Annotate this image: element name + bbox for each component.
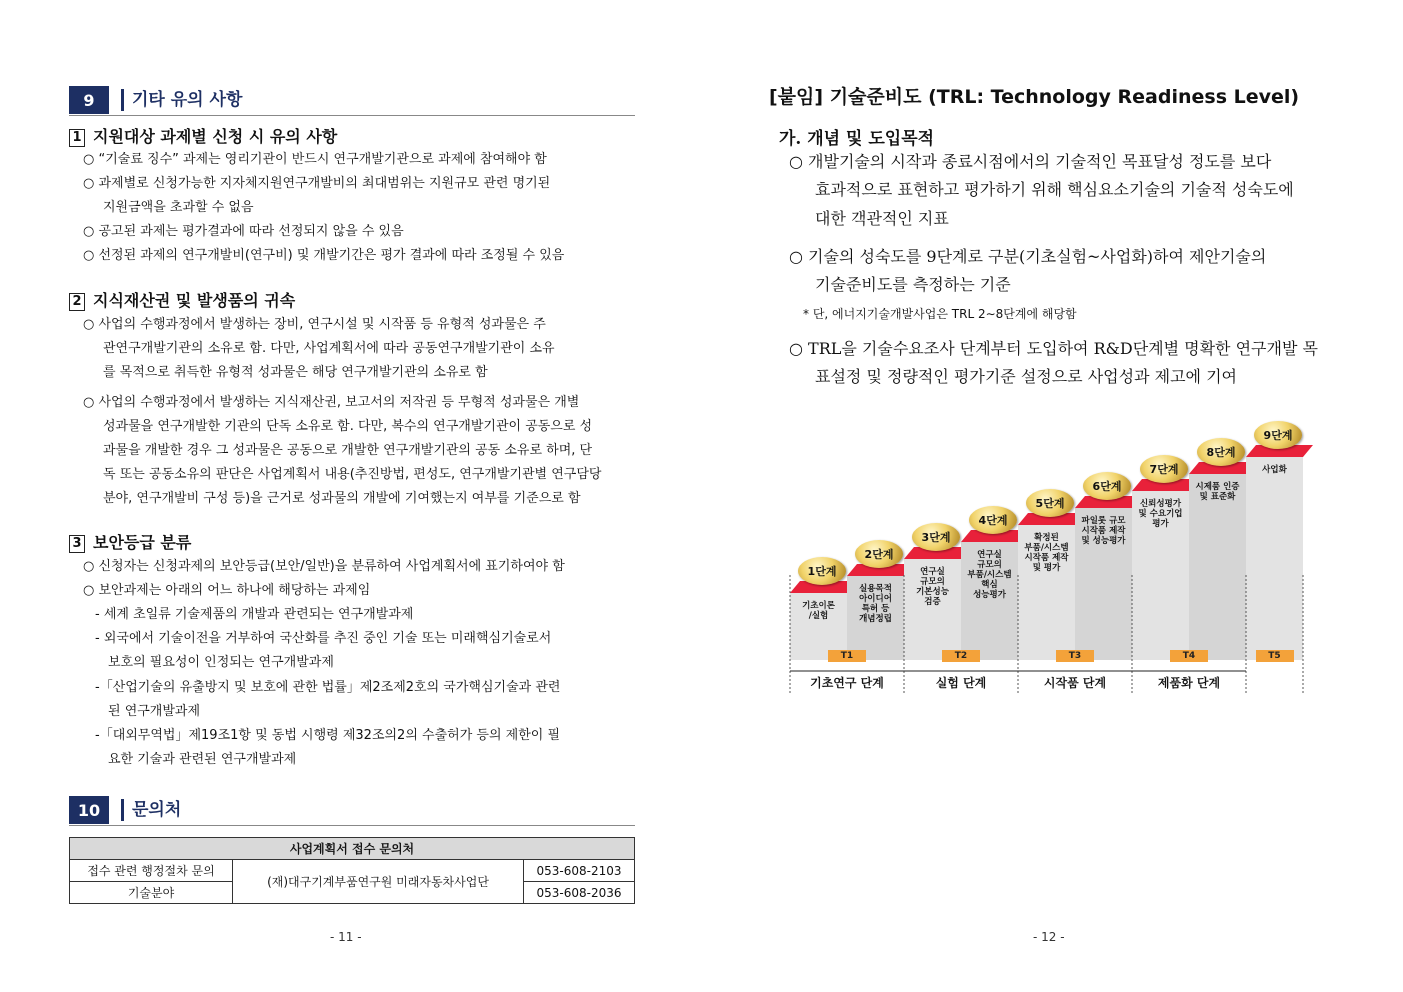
text-line: - 외국에서 기술이전을 거부하여 국산화를 추진 중인 기술 또는 미래핵심기술로서 [95,631,552,646]
step-label: 3단계 [912,523,960,551]
section-9-heading [69,86,242,114]
step-label: 7단계 [1140,455,1188,483]
subsection-3-heading [69,530,191,553]
text-line: 기술준비도를 측정하는 기준 [815,275,1011,294]
section-number: 9 [69,86,109,114]
tier-badge: T4 [1170,650,1208,662]
step-description: 연구실 규모의 부품/시스템 핵심 성능평가 [967,550,1012,600]
page-number: - 11 - [330,930,362,944]
text-line: - 세계 초일류 기술제품의 개발과 관련되는 연구개발과제 [95,607,414,622]
text-line: 독 또는 공동소유의 판단은 사업계획서 내용(추진방법, 편성도, 연구개발기관별 연구담당 [103,467,602,482]
text-line: -「산업기술의 유출방지 및 보호에 관한 법률」제2조제2호의 국가핵심기술과 관련 [95,680,561,695]
tier-badge: T2 [942,650,980,662]
subsection-title: 지식재산권 및 발생품의 귀속 [93,291,296,310]
subsection-title: 지원대상 과제별 신청 시 유의 사항 [93,127,338,146]
subsection-2-heading [69,288,295,311]
stage-name: 시작품 단계 [1043,676,1107,690]
section-10-heading [69,796,181,824]
subsection-number: 3 [69,535,85,553]
step-label: 1단계 [798,557,846,585]
subsection-1-heading [69,124,337,147]
text-line: 효과적으로 표현하고 평가하기 위해 핵심요소기술의 기술적 성숙도에 [815,180,1294,199]
text-line: 성과물을 연구개발한 기관의 단독 소유로 함. 다만, 복수의 연구개발기관이 공동으로 성 [103,419,593,434]
subsection-number: 1 [69,129,85,147]
appendix-title: [붙임] 기술준비도 (TRL: Technology Readiness Level) [769,86,1300,108]
step-label: 9단계 [1254,421,1302,449]
divider [69,825,635,826]
step-label: 4단계 [969,506,1017,534]
step-description: 기초이론 /실험 [802,601,835,621]
text-line: ○ 선정된 과제의 연구개발비(연구비) 및 개발기간은 평가 결과에 따라 조정될 수 있음 [83,248,565,263]
text-line: ○ 사업의 수행과정에서 발생하는 장비, 연구시설 및 시작품 등 유형적 성과물은 주 [83,317,546,332]
page-number: - 12 - [1033,930,1065,944]
tier-badge: T3 [1056,650,1094,662]
stage-name: 실험 단계 [935,676,987,690]
text-line: 분야, 연구개발비 구성 등)을 근거로 성과물의 개발에 기여했는지 여부를 기준으로 함 [103,491,581,506]
text-line: -「대외무역법」제19조1항 및 동법 시행령 제32조의2의 수출허가 등의 제한이 필 [95,728,560,743]
text-line: ○ 사업의 수행과정에서 발생하는 지식재산권, 보고서의 저작권 등 무형적 성과물은 개별 [83,395,580,410]
contact-row-label: 기술분야 [70,882,233,904]
text-line: ○ 개발기술의 시작과 종료시점에서의 기술적인 목표달성 정도를 보다 [789,152,1272,171]
trl-diagram [780,415,1330,700]
contact-phone: 053-608-2103 [524,860,635,882]
text-line: ○ 과제별로 신청가능한 지자체지원연구개발비의 최대범위는 지원규모 관련 명기된 [83,176,551,191]
contact-row-label: 접수 관련 행정절차 문의 [70,860,233,882]
section-title: 기타 유의 사항 [121,89,242,111]
text-line: ○ TRL을 기술수요조사 단계부터 도입하여 R&D단계별 명확한 연구개발 목 [789,339,1318,358]
tier-badge: T5 [1256,650,1294,662]
text-line: 표설정 및 정량적인 평가기준 설정으로 사업성과 제고에 기여 [815,367,1238,386]
note: * 단, 에너지기술개발사업은 TRL 2∼8단계에 해당함 [803,307,1077,321]
step-label: 8단계 [1197,438,1245,466]
step-description: 사업화 [1262,465,1287,475]
divider [69,115,635,116]
text-line: 관연구개발기관의 소유로 함. 다만, 사업계획서에 따라 공동연구개발기관이 소유 [103,341,555,356]
text-line: 보호의 필요성이 인정되는 연구개발과제 [108,655,334,670]
stage-name: 제품화 단계 [1157,676,1221,690]
step-description: 실용목적 아이디어 특허 등 개념정립 [859,584,892,624]
step-description: 시제품 인증 및 표준화 [1195,482,1240,502]
text-line: ○ 기술의 성숙도를 9단계로 구분(기초실험~사업화)하여 제안기술의 [789,247,1267,266]
text-line: 과물을 개발한 경우 그 성과물은 공동으로 개발한 연구개발기관의 공동 소유로 하며, 단 [103,443,593,458]
text-line: ○ “기술료 징수” 과제는 영리기관이 반드시 연구개발기관으로 과제에 참여해야 함 [83,152,547,167]
section-number: 10 [69,796,109,824]
step-description: 확정된 부품/시스템 시작품 제작 및 평가 [1024,533,1069,573]
section-title: 문의처 [121,799,181,821]
text-line: 된 연구개발과제 [108,704,201,719]
step-description: 연구실 규모의 기본성능 검증 [916,567,949,607]
text-line: 지원금액을 초과할 수 없음 [103,200,254,215]
step-label: 2단계 [855,540,903,568]
contact-header: 사업계획서 접수 문의처 [70,838,635,860]
step-label: 5단계 [1026,489,1074,517]
contact-organization: (재)대구기계부품연구원 미래자동차사업단 [233,860,524,904]
step-description: 신뢰성평가 및 수요기업 평가 [1138,499,1183,529]
text-line: 대한 객관적인 지표 [815,209,949,228]
contact-phone: 053-608-2036 [524,882,635,904]
stage-name: 기초연구 단계 [810,676,884,690]
text-line: 를 목적으로 취득한 유형적 성과물은 해당 연구개발기관의 소유로 함 [103,365,488,380]
text-line: 요한 기술과 관련된 연구개발과제 [108,752,297,767]
step-face [1246,457,1303,660]
tier-badge: T1 [828,650,866,662]
step-label: 6단계 [1083,472,1131,500]
subsection-title: 보안등급 분류 [93,533,192,552]
step-description: 파일롯 규모 시작품 제작 및 성능평가 [1081,516,1126,546]
text-line: ○ 공고된 과제는 평가결과에 따라 선정되지 않을 수 있음 [83,224,404,239]
subsection-number: 2 [69,293,85,311]
contact-table [69,837,635,904]
appendix-subtitle: 가. 개념 및 도입목적 [779,129,935,149]
text-line: ○ 보안과제는 아래의 어느 하나에 해당하는 과제임 [83,583,371,598]
text-line: ○ 신청자는 신청과제의 보안등급(보안/일반)을 분류하여 사업계획서에 표기하여야 함 [83,559,565,574]
